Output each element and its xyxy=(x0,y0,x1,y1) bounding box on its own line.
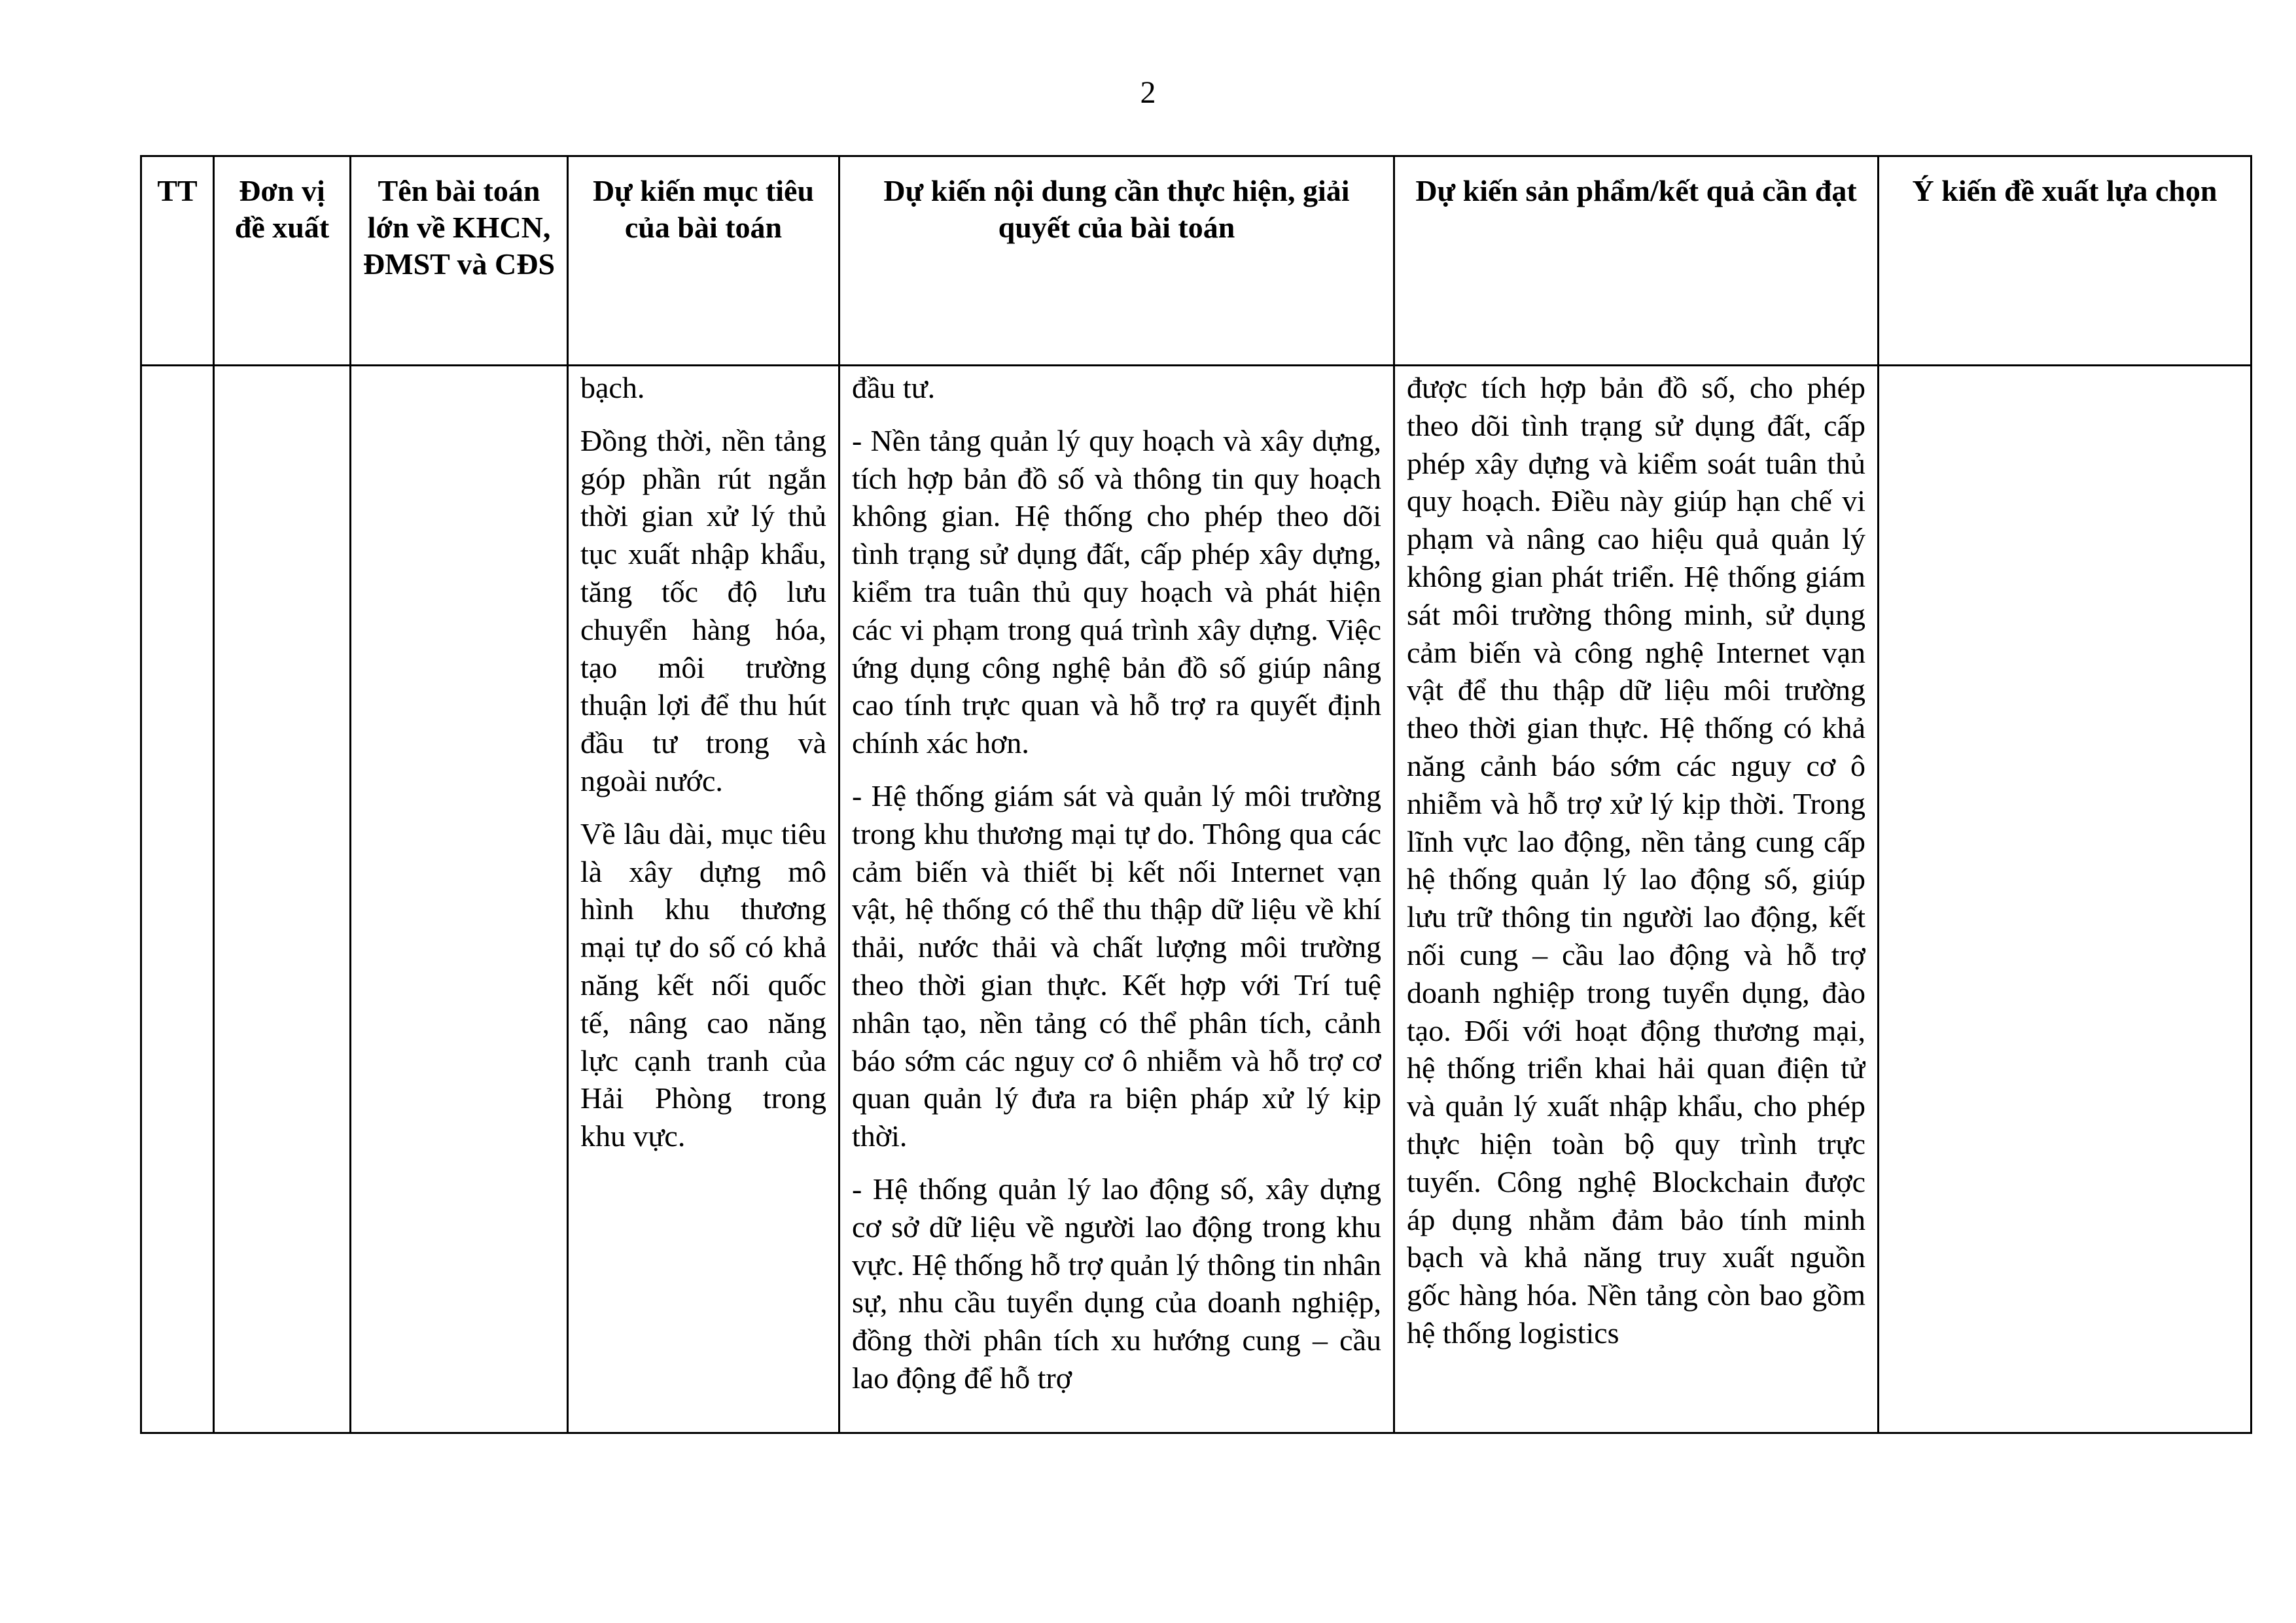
header-tt: TT xyxy=(141,156,214,366)
cell-san-pham xyxy=(1394,366,1879,1433)
noi-dung-paragraph: - Nền tảng quản lý quy hoạch và xây dựng, tích hợp bản đồ số và thông tin quy hoạch không gian. Hệ thống cho phép theo dõi tình trạng sử dụng đất, cấp phép xây dựng, kiểm tra tuân thủ quy hoạch và phát hiện các vi phạm trong quá trình xây dựng. Việc ứng dụng công nghệ bản đồ số giúp nâng cao tính trực quan và hỗ trợ ra quyết định chính xác hơn. xyxy=(852,423,1381,760)
proposal-table xyxy=(140,155,2252,1434)
header-don-vi: Đơn vị đề xuất xyxy=(214,156,351,366)
san-pham-paragraph: được tích hợp bản đồ số, cho phép theo dõi tình trạng sử dụng đất, cấp phép xây dựng và kiểm soát tuân thủ quy hoạch. Điều này giúp hạn chế vi phạm và nâng cao hiệu quả quản lý không gian phát triển. Hệ thống giám sát môi trường thông minh, sử dụng cảm biến và công nghệ Internet vạn vật để thu thập dữ liệu môi trường theo thời gian thực. Hệ thống có khả năng cảnh báo sớm các nguy cơ ô nhiễm và hỗ trợ xử lý kịp thời. Trong lĩnh vực lao động, nền tảng cung cấp hệ thống quản lý lao động số, giúp lưu trữ thông tin người lao động, kết nối cung – cầu lao động và hỗ trợ doanh nghiệp trong tuyển dụng, đào tạo. Đối với hoạt động thương mại, hệ thống triển khai hải quan điện tử và quản lý xuất nhập khẩu, cho phép thực hiện toàn bộ quy trình trực tuyến. Công nghệ Blockchain được áp dụng nhằm đảm bảo tính minh bạch và khả năng truy xuất nguồn gốc hàng hóa. Nền tảng còn bao gồm hệ thống logistics xyxy=(1407,371,1865,1350)
header-ten-bai-toan: Tên bài toán lớn về KHCN, ĐMST và CĐS xyxy=(351,156,568,366)
cell-tt xyxy=(141,366,214,1433)
header-san-pham: Dự kiến sản phẩm/kết quả cần đạt xyxy=(1394,156,1879,366)
cell-don-vi xyxy=(214,366,351,1433)
cell-ten-bai-toan xyxy=(351,366,568,1433)
page-number: 2 xyxy=(1140,75,1156,110)
table-header-row xyxy=(141,156,2252,366)
header-y-kien: Ý kiến đề xuất lựa chọn xyxy=(1879,156,2252,366)
noi-dung-paragraph: - Hệ thống quản lý lao động số, xây dựng cơ sở dữ liệu về người lao động trong khu vực. Hệ thống hỗ trợ quản lý thông tin nhân sự, nhu cầu tuyển dụng của doanh nghiệp, đồng thời phân tích xu hướng cung – cầu lao động để hỗ trợ xyxy=(852,1172,1381,1395)
noi-dung-paragraph: - Hệ thống giám sát và quản lý môi trường trong khu thương mại tự do. Thông qua các cảm biến và thiết bị kết nối Internet vạn vật, hệ thống có thể thu thập dữ liệu về khí thải, nước thải và chất lượng môi trường theo thời gian thực. Kết hợp với Trí tuệ nhân tạo, nền tảng có thể phân tích, cảnh báo sớm các nguy cơ ô nhiễm và hỗ trợ cơ quan quản lý đưa ra biện pháp xử lý kịp thời. xyxy=(852,778,1381,1153)
header-muc-tieu: Dự kiến mục tiêu của bài toán xyxy=(568,156,839,366)
muc-tieu-paragraph: Về lâu dài, mục tiêu là xây dựng mô hình khu thương mại tự do số có khả năng kết nối quốc tế, nâng cao năng lực cạnh tranh của Hải Phòng trong khu vực. xyxy=(580,816,826,1153)
muc-tieu-paragraph: bạch. xyxy=(580,371,645,404)
noi-dung-paragraph: đầu tư. xyxy=(852,371,936,404)
cell-noi-dung xyxy=(839,366,1394,1433)
cell-y-kien xyxy=(1879,366,2252,1433)
table-row xyxy=(141,366,2252,1433)
cell-muc-tieu xyxy=(568,366,839,1433)
header-noi-dung: Dự kiến nội dung cần thực hiện, giải quyết của bài toán xyxy=(839,156,1394,366)
muc-tieu-paragraph: Đồng thời, nền tảng góp phần rút ngắn thời gian xử lý thủ tục xuất nhập khẩu, tăng tốc độ lưu chuyển hàng hóa, tạo môi trường thuận lợi để thu hút đầu tư trong và ngoài nước. xyxy=(580,423,826,797)
